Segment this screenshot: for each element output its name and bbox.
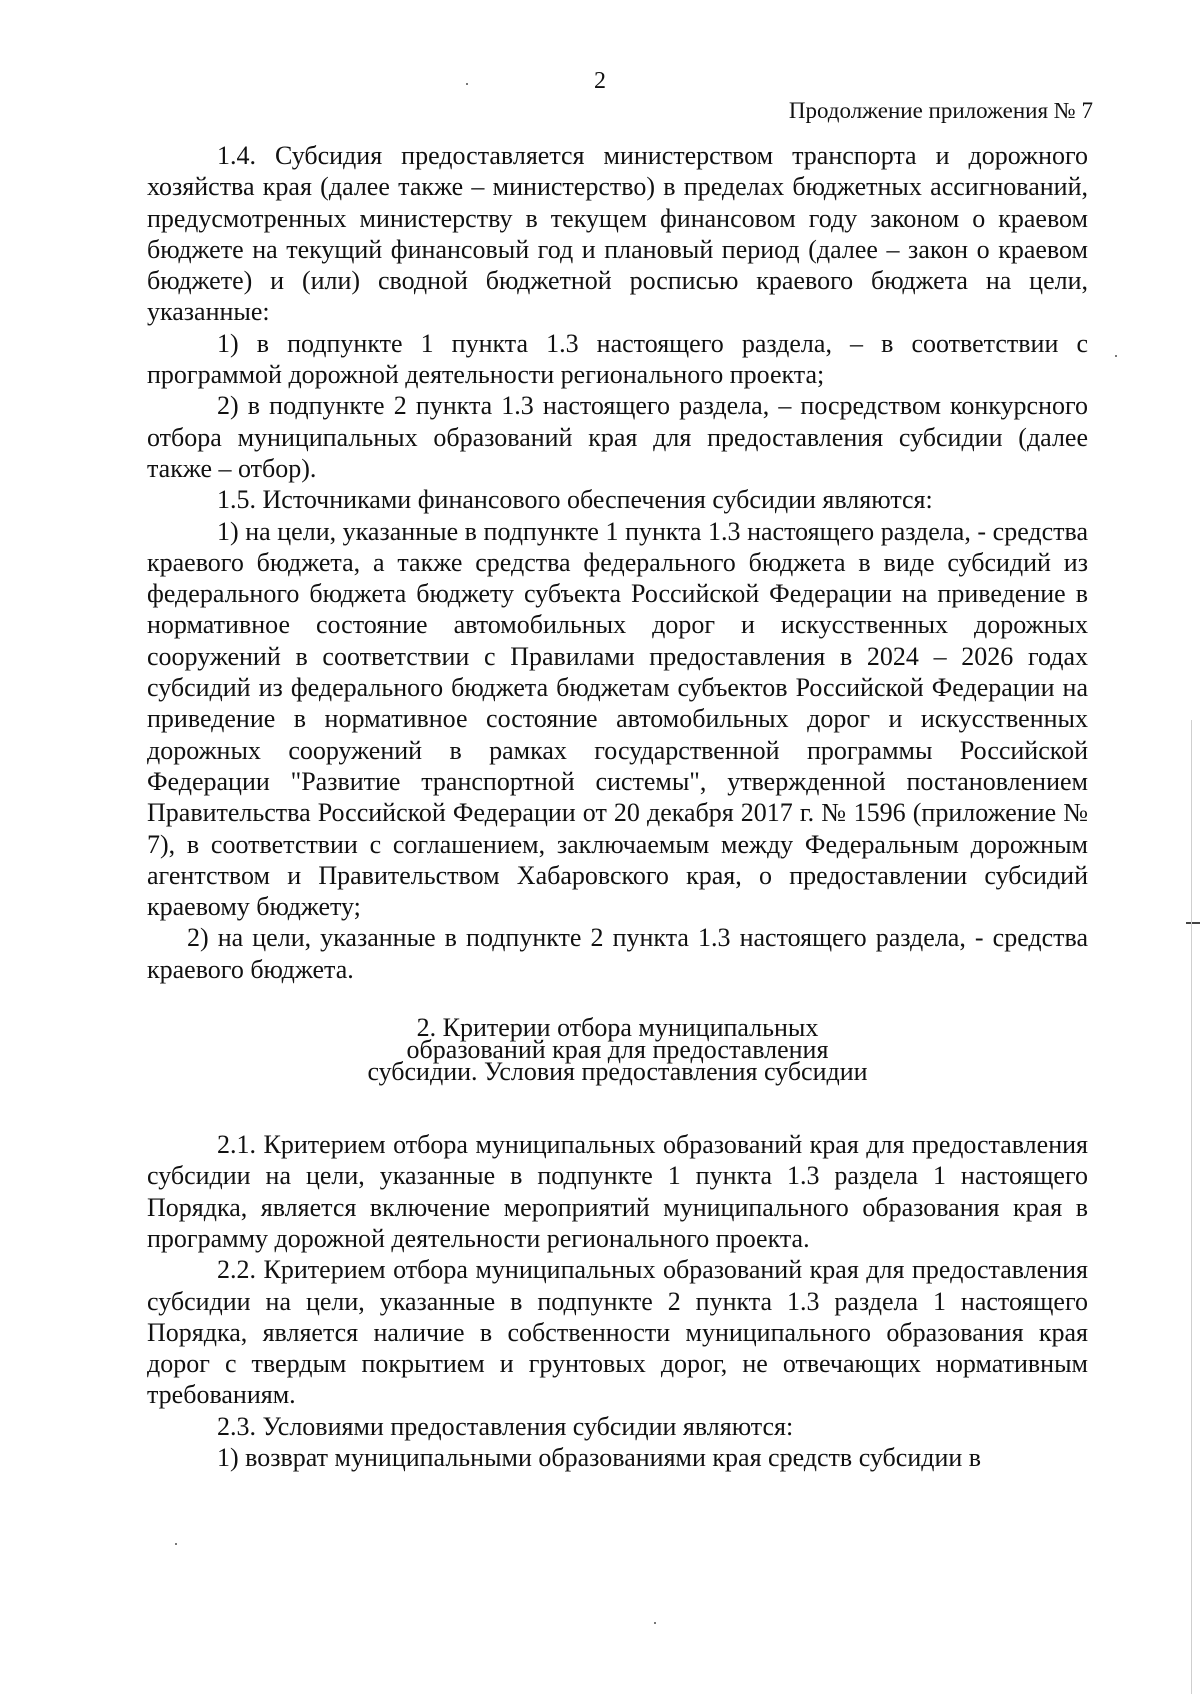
paragraph-2-3-item-1: 1) возврат муниципальными образованиями края средств субсидии в xyxy=(217,1442,982,1472)
scan-speck xyxy=(175,1543,177,1545)
paragraph-1-4-item-2: 2) в подпункте 2 пункта 1.3 настоящего раздела, – посредством конкурсного отбора муниципальных образований края для предоставления субсидии (далее также – отбор). xyxy=(147,391,1088,483)
paragraph-1-5-item-1: 1) на цели, указанные в подпункте 1 пункта 1.3 настоящего раздела, - средства краевого бюджета, а также средства федерального бюджета в виде субсидий из федерального бюджета бюджету субъекта Российской Федерации на приведение в нормативное состояние автомобильных дорог и искусственных дорожных сооружений в соответствии с Правилами предоставления в 2024 – 2026 годах субсидий из федерального бюджета бюджетам субъектов Российской Федерации на приведение в нормативное состояние автомобильных дорог и искусственных дорожных сооружений в рамках государственной программы Российской Федерации "Развитие транспортной системы", утвержденной постановлением Правительства Российской Федерации от 20 декабря 2017 г. № 1596 (приложение № 7), в соответствии с соглашением, заключаемым между Федеральным дорожным агентством и Правительством Хабаровского края, о предоставлении субсидий краевому бюджету; xyxy=(147,516,1088,922)
section-2-heading xyxy=(147,985,1088,1129)
scan-edge-line xyxy=(1191,720,1192,1694)
scan-margin-mark xyxy=(1186,922,1200,924)
paragraph-1-5-item-2: 2) на цели, указанные в подпункте 2 пункта 1.3 настоящего раздела, - средства краевого бюджета. xyxy=(147,923,1088,984)
annex-continuation-label: Продолжение приложения № 7 xyxy=(788,98,1093,123)
section-heading-line: субсидии. Условия предоставления субсидии xyxy=(367,1057,868,1087)
scan-speck xyxy=(466,83,468,85)
section-heading-line: 2. Критерии отбора муниципальных xyxy=(416,1013,819,1043)
document-body xyxy=(147,140,1088,1473)
paragraph-2-1: 2.1. Критерием отбора муниципальных образований края для предоставления субсидии на цели, указанные в подпункте 1 пункта 1.3 раздела 1 настоящего Порядка, является включение мероприятий муниципального образования края в программу дорожной деятельности регионального проекта. xyxy=(147,1130,1088,1253)
scan-speck xyxy=(654,1622,656,1624)
section-heading-line: образований края для предоставления xyxy=(406,1035,829,1065)
page-number: 2 xyxy=(594,68,606,94)
paragraph-2-2: 2.2. Критерием отбора муниципальных образований края для предоставления субсидии на цели, указанные в подпункте 2 пункта 1.3 раздела 1 настоящего Порядка, является наличие в собственности муниципального образования края дорог с твердым покрытием и грунтовых дорог, не отвечающих нормативным требованиям. xyxy=(147,1255,1088,1410)
paragraph-1-4: 1.4. Субсидия предоставляется министерством транспорта и дорожного хозяйства края (далее также – министерство) в пределах бюджетных ассигнований, предусмотренных министерству в текущем финансовом году законом о краевом бюджете на текущий финансовый год и плановый период (далее – закон о краевом бюджете) и (или) сводной бюджетной росписью краевого бюджета на цели, указанные: xyxy=(147,141,1088,327)
paragraph-2-3: 2.3. Условиями предоставления субсидии являются: xyxy=(217,1411,794,1441)
paragraph-1-5: 1.5. Источниками финансового обеспечения субсидии являются: xyxy=(217,485,933,515)
scan-speck xyxy=(1115,355,1117,357)
paragraph-1-4-item-1: 1) в подпункте 1 пункта 1.3 настоящего раздела, – в соответствии с программой дорожной деятельности регионального проекта; xyxy=(147,328,1088,390)
